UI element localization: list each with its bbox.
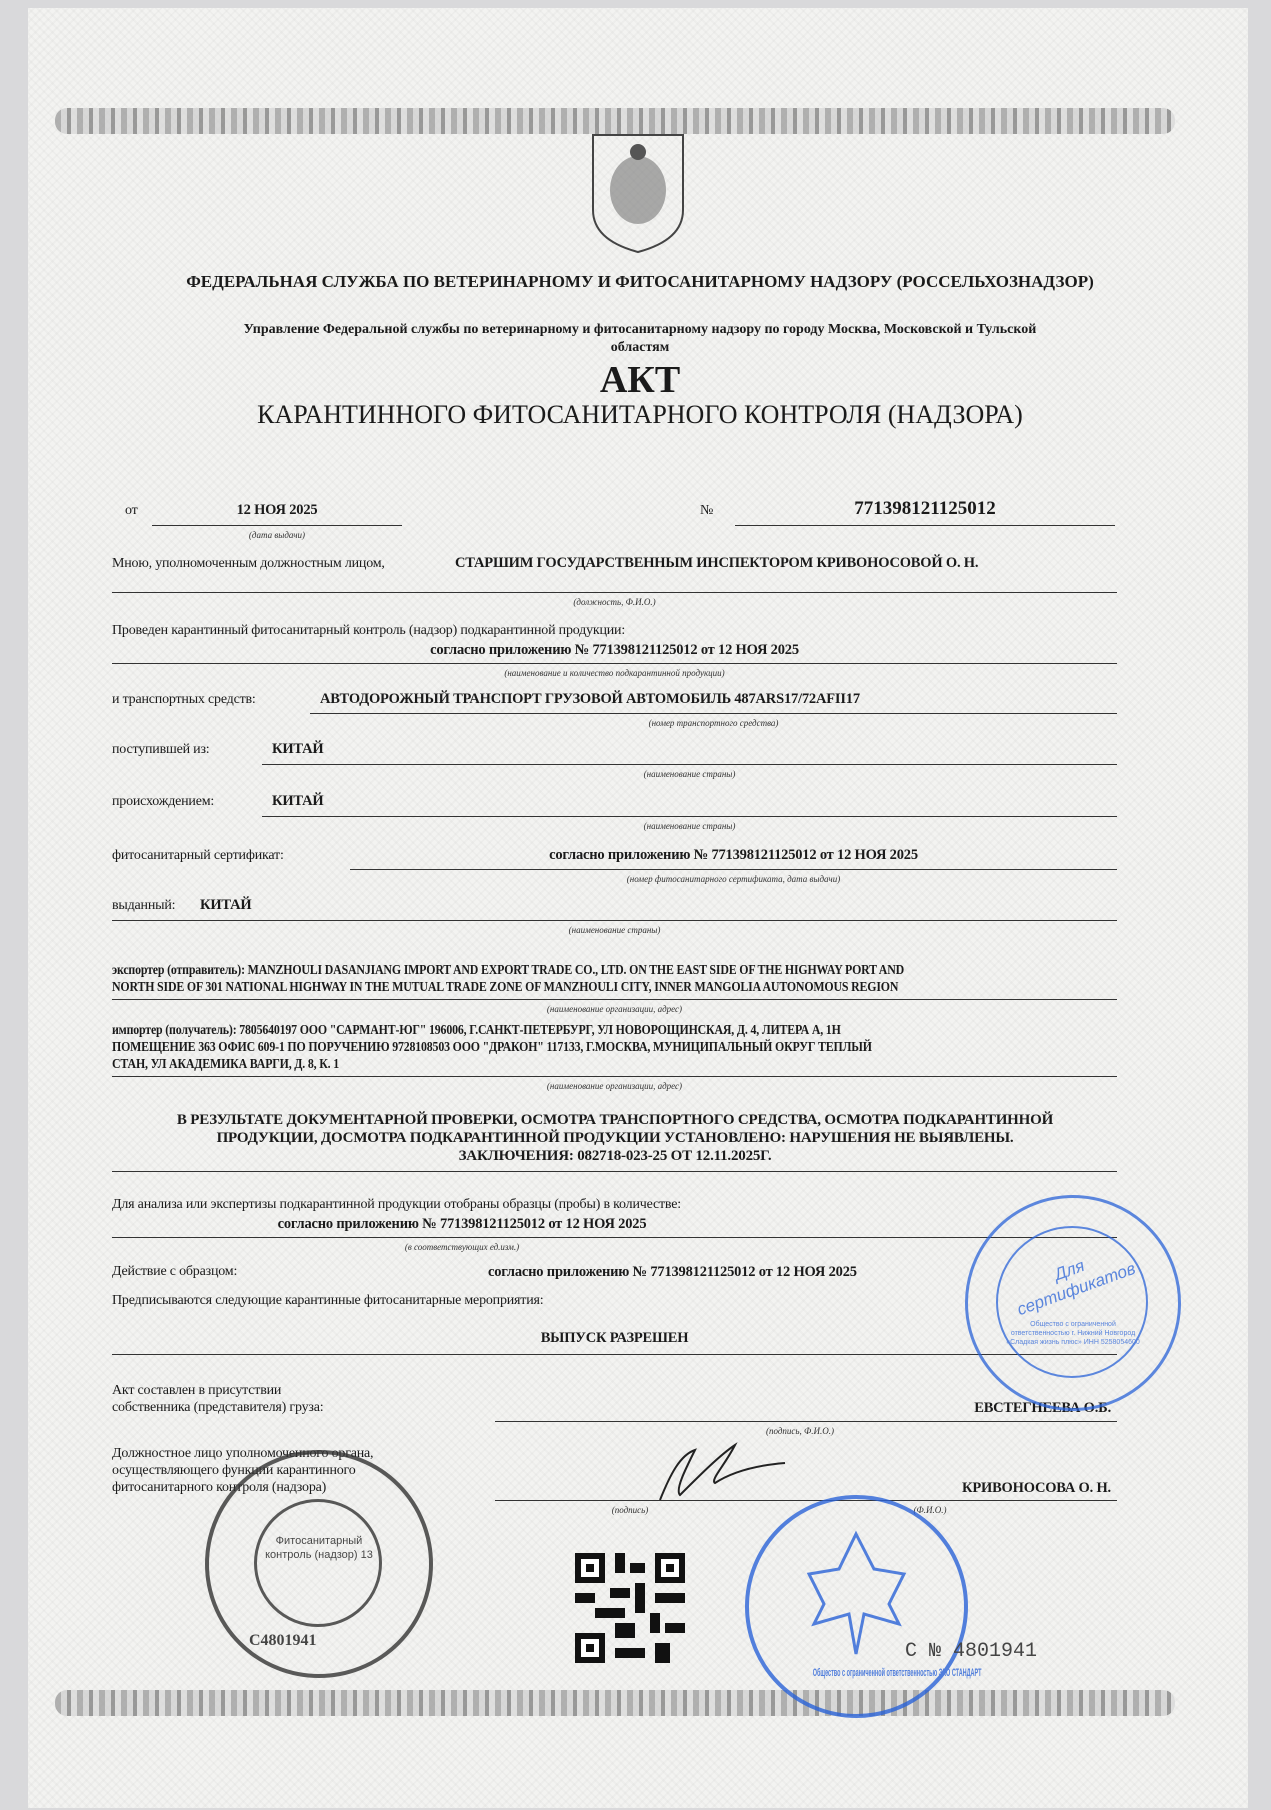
result-line1: В РЕЗУЛЬТАТЕ ДОКУМЕНТАРНОЙ ПРОВЕРКИ, ОСМОТРА ТРАНСПОРТНОГО СРЕДСТВА, ОСМОТРА ПОДКАРАНТИННОЙ	[176, 1112, 1054, 1128]
exporter-value: MANZHOULI DASANJIANG IMPORT AND EXPORT TRADE CO., LTD. ON THE EAST SIDE OF THE HIGHWAY PORT AND	[247, 962, 905, 977]
exporter-caption: (наименование организации, адрес)	[546, 1004, 683, 1014]
document-subtitle: КАРАНТИННОГО ФИТОСАНИТАРНОГО КОНТРОЛЯ (НАДЗОРА)	[257, 400, 1023, 429]
from-label: поступившей из:	[112, 742, 210, 757]
date-caption: (дата выдачи)	[248, 530, 306, 540]
act-number: 771398121125012	[854, 498, 996, 519]
company-stamp-sweet-life	[965, 1195, 1181, 1411]
certificate-caption: (номер фитосанитарного сертификата, дата выдачи)	[626, 874, 841, 884]
issued-label: выданный:	[112, 898, 176, 913]
issued-value: КИТАЙ	[200, 897, 252, 913]
number-label: №	[700, 503, 714, 518]
exporter-line1	[112, 962, 904, 978]
department-name: Управление Федеральной службы по ветеринарному и фитосанитарному надзору по городу Москва, Московской и Тульской	[243, 322, 1037, 337]
from-caption: (наименование страны)	[643, 769, 736, 779]
department-name-cont: областям	[610, 340, 670, 355]
owner-caption: (подпись, Ф.И.О.)	[765, 1426, 834, 1436]
official-label-line3: фитосанитарного контроля (надзора)	[112, 1480, 327, 1495]
owner-name: ЕВСТЕГНЕЕВА О.Б.	[974, 1400, 1111, 1416]
importer-line3: СТАН, УЛ АКАДЕМИКА ВАРГИ, Д. 8, К. 1	[112, 1056, 340, 1071]
result-line2: ПРОДУКЦИИ, ДОСМОТРА ПОДКАРАНТИННОЙ ПРОДУКЦИИ УСТАНОВЛЕНО: НАРУШЕНИЯ НЕ ВЫЯВЛЕНЫ.	[216, 1130, 1014, 1146]
importer-label: импортер (получатель):	[112, 1022, 237, 1037]
samples-value: согласно приложению № 771398121125012 от 12 НОЯ 2025	[277, 1216, 647, 1232]
qr-code	[575, 1553, 685, 1663]
date-label: от	[125, 503, 138, 518]
transport-caption: (номер транспортного средства)	[648, 718, 779, 728]
owner-label-line1: Акт составлен в присутствии	[112, 1383, 282, 1398]
product-value: согласно приложению № 771398121125012 от 12 НОЯ 2025	[430, 642, 799, 658]
from-value: КИТАЙ	[272, 741, 324, 757]
samples-label: Для анализа или экспертизы подкарантинной продукции отобраны образцы (пробы) в количестве:	[112, 1197, 681, 1212]
issued-caption: (наименование страны)	[568, 925, 661, 935]
form-serial-number: С № 4801941	[905, 1640, 1038, 1663]
signature	[640, 1435, 790, 1505]
certificate-label: фитосанитарный сертификат:	[112, 848, 284, 863]
official-sign-caption: (подпись)	[611, 1505, 649, 1515]
stamp-ring-text: Общество с ограниченной ответственностью ЭКО СТАНДАРТ	[812, 1667, 982, 1679]
owner-label-line2: собственника (представителя) груза:	[112, 1400, 324, 1415]
document-title: АКТ	[599, 359, 681, 401]
inspector-value: СТАРШИМ ГОСУДАРСТВЕННЫМ ИНСПЕКТОРОМ КРИВОНОСОВОЙ О. Н.	[455, 555, 979, 571]
stamp-center-text: Фитосанитарный контроль (надзор) 13	[265, 1535, 373, 1561]
origin-caption: (наименование страны)	[643, 821, 736, 831]
inspector-caption: (должность, Ф.И.О.)	[573, 597, 656, 607]
bottom-ornament-band	[55, 1690, 1175, 1716]
stamp-center-text: Для сертификатов	[1014, 1255, 1138, 1320]
importer-line1	[112, 1022, 841, 1038]
origin-label: происхождением:	[112, 794, 215, 809]
official-label-line2: осуществляющего функции карантинного	[112, 1463, 356, 1478]
product-caption: (наименование и количество подкарантинной продукции)	[504, 668, 725, 678]
product-label: Проведен карантинный фитосанитарный контроль (надзор) подкарантинной продукции:	[112, 623, 626, 638]
importer-value: 7805640197 ООО "САРМАНТ-ЮГ" 196006, Г.САНКТ-ПЕТЕРБУРГ, УЛ НОВОРОЩИНСКАЯ, Д. 4, ЛИТЕРА А, 1Н	[239, 1022, 841, 1037]
exporter-label: экспортер (отправитель):	[112, 962, 245, 977]
sample-action-value: согласно приложению № 771398121125012 от 12 НОЯ 2025	[488, 1264, 857, 1280]
samples-caption: (в соответствующих ед.изм.)	[404, 1242, 520, 1252]
leaf-icon	[799, 1529, 914, 1659]
transport-label: и транспортных средств:	[112, 692, 256, 707]
certificate-value: согласно приложению № 771398121125012 от 12 НОЯ 2025	[549, 847, 918, 863]
date-value: 12 НОЯ 2025	[236, 502, 318, 518]
exporter-line2: NORTH SIDE OF 301 NATIONAL HIGHWAY IN THE MUTUAL TRADE ZONE OF MANZHOULI CITY, INNER MANGOLIA AUTONOMOUS REGION	[112, 979, 899, 994]
measures-label: Предписываются следующие карантинные фитосанитарные мероприятия:	[112, 1293, 544, 1308]
agency-name: ФЕДЕРАЛЬНАЯ СЛУЖБА ПО ВЕТЕРИНАРНОМУ И ФИТОСАНИТАРНОМУ НАДЗОРУ (РОССЕЛЬХОЗНАДЗОР)	[186, 272, 1094, 291]
importer-line2: ПОМЕЩЕНИЕ 363 ОФИС 609-1 ПО ПОРУЧЕНИЮ 9728108503 ООО "ДРАКОН" 117133, Г.МОСКВА, МУНИЦИПАЛЬНЫЙ ОКРУГ ТЕПЛЫЙ	[112, 1039, 872, 1054]
official-name-caption: (Ф.И.О.)	[913, 1505, 947, 1515]
origin-value: КИТАЙ	[272, 793, 324, 809]
stamp-ring-text: Общество с ограниченной ответственностью г. Нижний Новгород «Сладкая жизнь плюс» ИНН 5258054600	[1006, 1321, 1140, 1346]
official-round-stamp	[205, 1450, 433, 1678]
result-line3: ЗАКЛЮЧЕНИЯ: 082718-023-25 ОТ 12.11.2025Г.	[458, 1148, 772, 1164]
importer-caption: (наименование организации, адрес)	[546, 1081, 683, 1091]
official-label-line1: Должностное лицо уполномоченного органа,	[112, 1446, 374, 1461]
official-name: КРИВОНОСОВА О. Н.	[962, 1480, 1111, 1496]
measures-value: ВЫПУСК РАЗРЕШЕН	[540, 1330, 689, 1346]
inspector-label: Мною, уполномоченным должностным лицом,	[112, 556, 385, 571]
sample-action-label: Действие с образцом:	[112, 1264, 238, 1279]
transport-value: АВТОДОРОЖНЫЙ ТРАНСПОРТ ГРУЗОВОЙ АВТОМОБИЛЬ 487ARS17/72AFII17	[320, 691, 860, 707]
stamp-number: С4801941	[249, 1632, 317, 1649]
coat-of-arms-emblem	[588, 130, 688, 255]
